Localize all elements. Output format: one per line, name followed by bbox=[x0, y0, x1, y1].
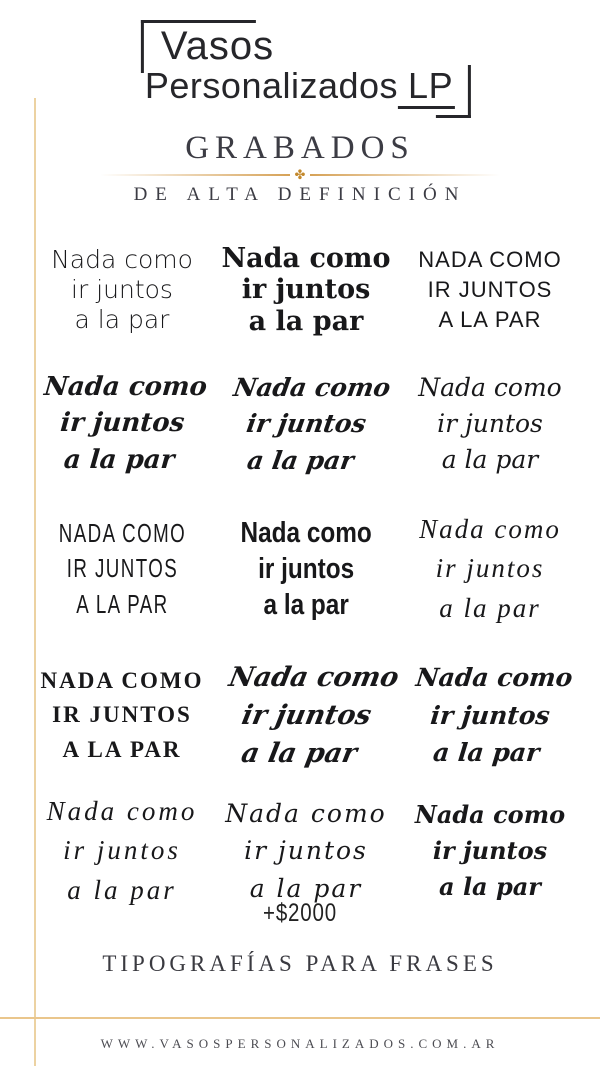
font-sample-14: Nada como ir juntos a la par bbox=[225, 798, 387, 903]
website-url: WWW.VASOSPERSONALIZADOS.COM.AR bbox=[100, 1036, 500, 1051]
bottom-accent-line bbox=[0, 1017, 600, 1019]
divider-line-right bbox=[310, 174, 500, 176]
page-title: GRABADOS bbox=[185, 130, 415, 166]
font-samples-grid bbox=[30, 226, 582, 915]
font-sample-12: Nada como ir juntos a la par bbox=[414, 663, 574, 768]
logo-line2-text: Personalizados bbox=[144, 65, 399, 106]
font-sample-15: Nada como ir juntos a la par bbox=[414, 800, 566, 901]
font-sample-13: Nada como ir juntos a la par bbox=[46, 796, 198, 905]
cross-ornament-icon: ✤ bbox=[294, 167, 306, 183]
brand-logo bbox=[145, 26, 455, 106]
logo-suffix: LP bbox=[398, 65, 455, 109]
price-note: +$2000 bbox=[263, 899, 337, 927]
logo-bracket-bottom-right-icon bbox=[436, 65, 471, 118]
font-sample-10: NADA COMO IR JUNTOS A LA PAR bbox=[40, 667, 204, 762]
font-sample-5: Nada como ir juntos a la par bbox=[231, 372, 393, 475]
section-header bbox=[0, 130, 600, 206]
font-sample-8: Nada como ir juntos a la par bbox=[240, 516, 372, 622]
font-sample-7: NADA COMO IR JUNTOS A LA PAR bbox=[58, 518, 186, 619]
font-sample-3: NADA COMO IR JUNTOS A LA PAR bbox=[418, 247, 562, 332]
divider-line-left bbox=[100, 174, 290, 176]
font-sample-1: Nada como ir juntos a la par bbox=[51, 245, 193, 334]
logo-line1: Vasos bbox=[160, 24, 275, 68]
footer-caption: TIPOGRAFÍAS PARA FRASES bbox=[102, 951, 498, 976]
font-sample-9: Nada como ir juntos a la par bbox=[419, 514, 561, 623]
logo-bracket-top-left-icon bbox=[141, 20, 256, 73]
page-subtitle: DE ALTA DEFINICIÓN bbox=[133, 184, 467, 206]
ornamental-divider bbox=[100, 168, 500, 181]
font-sample-6: Nada como ir juntos a la par bbox=[418, 372, 562, 475]
font-sample-2: Nada como ir juntos a la par bbox=[221, 243, 391, 337]
font-sample-11: Nada como ir juntos a la par bbox=[225, 661, 401, 769]
font-sample-4: Nada como ir juntos a la par bbox=[42, 372, 208, 476]
